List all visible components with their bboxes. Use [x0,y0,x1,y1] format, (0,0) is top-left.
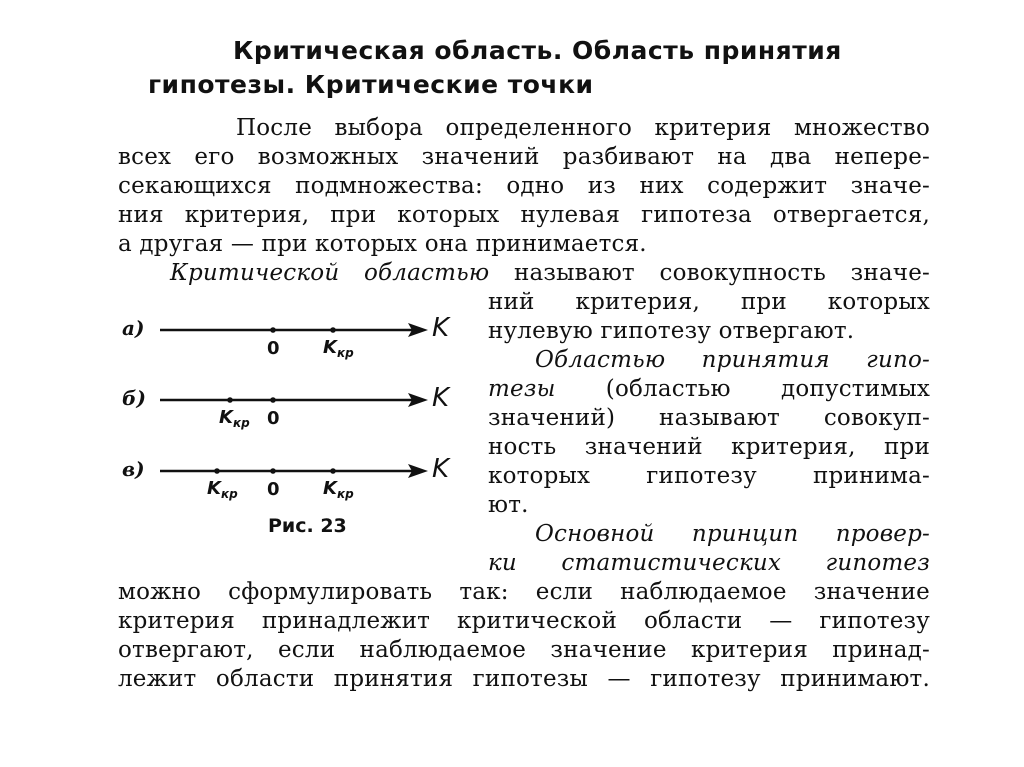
point-kkr-right-c [330,468,336,474]
acceptance-region-line-3: значений) называют совокуп- [488,405,930,431]
point-zero-a [270,327,276,333]
paragraph1-line-1: После выбора определенного критерия множество [236,115,930,141]
figure-23 [120,300,470,550]
principle-line-2: ки статистических гипотез [488,550,930,576]
principle-line-6: лежит области принятия гипотезы — гипотезу принимают. [118,666,930,692]
acceptance-region-line-5: которых гипотезу принима- [488,463,930,489]
row-label-b: б) [122,386,146,410]
paragraph1-line-2: всех его возможных значений разбивают на два непере- [118,144,930,170]
axis-end-label-c: K [432,454,450,484]
section-heading-line-2: гипотезы. Критические точки [148,70,594,99]
paragraph1-line-5: а другая — при которых она принимается. [118,231,647,257]
axis-end-label-a: K [432,313,450,343]
row-label-c: в) [122,457,145,481]
acceptance-region-line-2 [488,375,930,403]
point-zero-c [270,468,276,474]
critical-region-line-1-rest: называют совокупность значе- [489,260,930,286]
paragraph1-line-3: секающихся подмножества: одно из них содержит значе- [118,173,930,199]
zero-label-c: 0 [267,479,280,500]
critical-region-definition-line-2: ний критерия, при которых [488,289,930,315]
point-kkr-b [227,397,233,403]
kkr-label-a: $K_{кр}$ [323,337,354,360]
zero-label-b: 0 [267,408,280,429]
point-kkr-a [330,327,336,333]
kkr-label-right-c: $K_{кр}$ [323,478,354,501]
row-label-a: а) [122,316,145,340]
paragraph1-line-4: ния критерия, при которых нулевая гипотеза отвергается, [118,202,930,228]
figure-caption: Рис. 23 [268,515,347,537]
critical-region-definition-line-3: нулевую гипотезу отвергают. [488,318,855,344]
acceptance-region-line-4: ность значений критерия, при [488,434,930,460]
axis-end-label-b: K [432,383,450,413]
acceptance-region-line-6: ют. [488,492,529,518]
critical-region-definition-line-1 [170,259,930,287]
zero-label-a: 0 [267,338,280,359]
critical-region-term: Критической областью [170,260,490,286]
section-heading-line-1: Критическая область. Область принятия [233,36,842,65]
acceptance-region-line-2-rest: (областью допустимых [555,376,930,402]
principle-line-4: критерия принадлежит критической области — гипотезу [118,608,930,634]
principle-line-1: Основной принцип провер- [535,521,930,547]
figure-axes [120,300,470,550]
point-kkr-left-c [214,468,220,474]
principle-line-5: отвергают, если наблюдаемое значение критерия принад- [118,637,930,663]
kkr-label-left-c: $K_{кр}$ [207,478,238,501]
principle-line-3: можно сформулировать так: если наблюдаемое значение [118,579,930,605]
acceptance-region-line-1: Областью принятия гипо- [535,347,930,373]
acceptance-region-term-end: тезы [488,376,556,402]
kkr-label-b: $K_{кр}$ [219,407,250,430]
point-zero-b [270,397,276,403]
